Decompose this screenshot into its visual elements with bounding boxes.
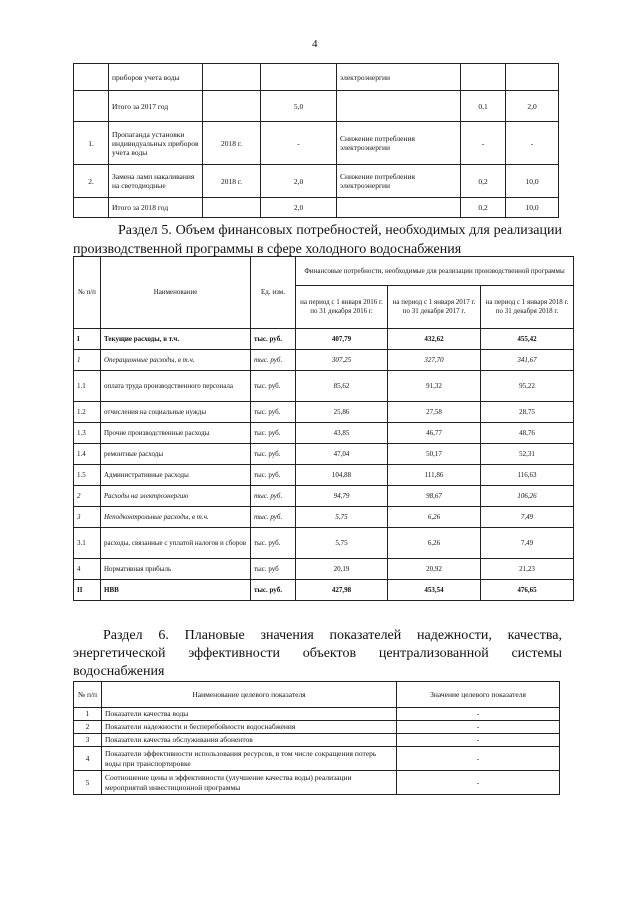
value-2016: 104,88 [296,465,388,486]
section6-heading-line2: энергетической эффективности объектов централизованной системы [73,646,562,661]
value-2016: 47,04 [296,444,388,465]
unit: тыс. руб. [251,528,296,559]
measure-effect [337,198,461,218]
header-indicator-value: Значение целевого показателя [397,682,560,708]
row-num: 2 [74,486,101,507]
row-num: 1.5 [74,465,101,486]
unit: тыс. руб [251,559,296,580]
measures-table [73,63,559,218]
row-num: 1.2 [74,402,101,423]
value-2018: 21,23 [481,559,574,580]
value-2018: 116,63 [481,465,574,486]
measure-name: Итого за 2018 год [109,198,203,218]
row-num: 1 [74,708,102,721]
value-2016: 20,19 [296,559,388,580]
row-num: 1.4 [74,444,101,465]
header-num: № п/п [74,682,102,708]
target-indicators-table [73,681,560,795]
indicator-name: Показатели эффективности использования ресурсов, в том числе сокращения потерь воды при транспортировке [102,747,397,771]
value-2016: 307,25 [296,350,388,371]
row-num: 3 [74,734,102,747]
value-2017: 453,54 [388,580,481,601]
unit: тыс. руб. [251,507,296,528]
measure-name: Итого за 2017 год [109,91,203,122]
measure-year: 2018 г. [203,122,261,165]
measure-amount: 2,0 [261,198,337,218]
expense-name: Прочие производственные расходы [101,423,251,444]
section5-heading-line2: производственной программы в сфере холодного водоснабжения [73,242,462,257]
header-period-2016: на период с 1 января 2016 г. по 31 декабря 2016 г. [296,286,388,329]
row-num [74,198,109,218]
row-num: 1. [74,122,109,165]
unit: тыс. руб. [251,423,296,444]
effect-value-1 [461,64,506,91]
table-row [74,371,574,402]
indicator-name: Показатели качества воды [102,708,397,721]
value-2018: 95,22 [481,371,574,402]
expense-name: НВВ [101,580,251,601]
value-2016: 407,79 [296,329,388,350]
table-row [74,329,574,350]
unit: тыс. руб. [251,486,296,507]
measure-year: 2018 г. [203,165,261,198]
table-row [74,771,560,795]
value-2017: 6,26 [388,528,481,559]
table-row [74,486,574,507]
value-2018: 28,75 [481,402,574,423]
indicator-value: - [397,771,560,795]
row-num: I [74,329,101,350]
row-num [74,91,109,122]
table-row [74,465,574,486]
value-2017: 50,17 [388,444,481,465]
measure-effect: Снижение потребления электроэнергии [337,122,461,165]
effect-value-2: 10,0 [506,165,559,198]
value-2018: 476,65 [481,580,574,601]
table-row [74,444,574,465]
value-2017: 27,58 [388,402,481,423]
value-2018: 48,76 [481,423,574,444]
value-2017: 46,77 [388,423,481,444]
row-num: II [74,580,101,601]
table-row [74,198,559,218]
measure-name: Пропаганда установки индивидуальных приборов учета воды [109,122,203,165]
table-row [74,507,574,528]
measure-effect: электроэнергии [337,64,461,91]
header-financial-needs: Финансовые потребности, необходимые для реализации производственной программы [296,257,574,286]
row-num [74,64,109,91]
row-num: 5 [74,771,102,795]
effect-value-2 [506,64,559,91]
value-2016: 25,86 [296,402,388,423]
indicator-value: - [397,747,560,771]
expense-name: оплата труда производственного персонала [101,371,251,402]
indicator-name: Соотношение цены и эффективности (улучшение качества воды) реализации мероприятий инвестиционной программы [102,771,397,795]
value-2016: 94,79 [296,486,388,507]
indicator-name: Показатели качества обслуживания абонентов [102,734,397,747]
unit: тыс. руб. [251,465,296,486]
unit: тыс. руб. [251,444,296,465]
measure-effect [337,91,461,122]
measure-name: Замена ламп накаливания на светодиодные [109,165,203,198]
value-2018: 7,49 [481,528,574,559]
value-2017: 98,67 [388,486,481,507]
table-row [74,559,574,580]
table-row [74,91,559,122]
effect-value-2: - [506,122,559,165]
expense-name: Нормативная прибыль [101,559,251,580]
row-num: 1.3 [74,423,101,444]
table-row [74,423,574,444]
indicator-value: - [397,708,560,721]
header-indicator-name: Наименование целевого показателя [102,682,397,708]
value-2016: 5,75 [296,507,388,528]
table-row [74,734,560,747]
section6-heading-line1: Раздел 6. Плановые значения показателей надежности, качества, [103,628,562,643]
expense-name: отчисления на социальные нужды [101,402,251,423]
table-row [74,708,560,721]
expense-name: расходы, связанные с уплатой налогов и сборов [101,528,251,559]
table-row [74,721,560,734]
effect-value-1: 0,2 [461,165,506,198]
unit: тыс. руб. [251,329,296,350]
measure-effect: Снижение потребления электроэнергии [337,165,461,198]
financial-needs-table [73,256,574,601]
effect-value-1: 0,1 [461,91,506,122]
value-2016: 5,75 [296,528,388,559]
unit: тыс. руб. [251,371,296,402]
value-2018: 341,67 [481,350,574,371]
expense-name: Операционные расходы, в т.ч. [101,350,251,371]
indicator-name: Показатели надежности и бесперебойности водоснабжения [102,721,397,734]
table-row [74,528,574,559]
table-row [74,122,559,165]
page-number: 4 [312,38,318,50]
row-num: 2 [74,721,102,734]
measure-year [203,198,261,218]
value-2017: 111,86 [388,465,481,486]
value-2016: 85,62 [296,371,388,402]
measure-amount: 5,0 [261,91,337,122]
table-row [74,747,560,771]
measure-year [203,91,261,122]
measure-amount [261,64,337,91]
effect-value-1: 0,2 [461,198,506,218]
row-num: 1.1 [74,371,101,402]
expense-name: Административные расходы [101,465,251,486]
table-row [74,402,574,423]
row-num: 3 [74,507,101,528]
expense-name: Расходы на электроэнергию [101,486,251,507]
indicator-value: - [397,734,560,747]
value-2016: 427,98 [296,580,388,601]
header-unit: Ед. изм. [251,257,296,329]
table-row [74,350,574,371]
value-2018: 106,26 [481,486,574,507]
value-2017: 91,32 [388,371,481,402]
effect-value-1: - [461,122,506,165]
table-row [74,165,559,198]
section5-heading-line1: Раздел 5. Объем финансовых потребностей, необходимых для реализации [118,223,562,238]
value-2018: 7,49 [481,507,574,528]
unit: тыс. руб. [251,580,296,601]
value-2016: 43,85 [296,423,388,444]
expense-name: Текущие расходы, в т.ч. [101,329,251,350]
unit: тыс. руб. [251,402,296,423]
header-period-2018: на период с 1 января 2018 г. по 31 декабря 2018 г. [481,286,574,329]
value-2017: 327,70 [388,350,481,371]
indicator-value: - [397,721,560,734]
measure-amount: - [261,122,337,165]
effect-value-2: 10,0 [506,198,559,218]
measure-year [203,64,261,91]
section6-heading-line3: водоснабжения [73,664,165,679]
row-num: 4 [74,747,102,771]
header-num: № п/п [74,257,101,329]
measure-amount: 2,0 [261,165,337,198]
value-2018: 52,31 [481,444,574,465]
expense-name: ремонтные расходы [101,444,251,465]
header-period-2017: на период с 1 января 2017 г. по 31 декабря 2017 г. [388,286,481,329]
row-num: 2. [74,165,109,198]
expense-name: Неподконтрольные расходы, в т.ч. [101,507,251,528]
value-2017: 20,92 [388,559,481,580]
effect-value-2: 2,0 [506,91,559,122]
table-row [74,64,559,91]
value-2018: 455,42 [481,329,574,350]
table-row [74,580,574,601]
value-2017: 6,26 [388,507,481,528]
value-2017: 432,62 [388,329,481,350]
unit: тыс. руб. [251,350,296,371]
row-num: 4 [74,559,101,580]
row-num: 3.1 [74,528,101,559]
measure-name: приборов учета воды [109,64,203,91]
row-num: 1 [74,350,101,371]
header-name: Наименование [101,257,251,329]
